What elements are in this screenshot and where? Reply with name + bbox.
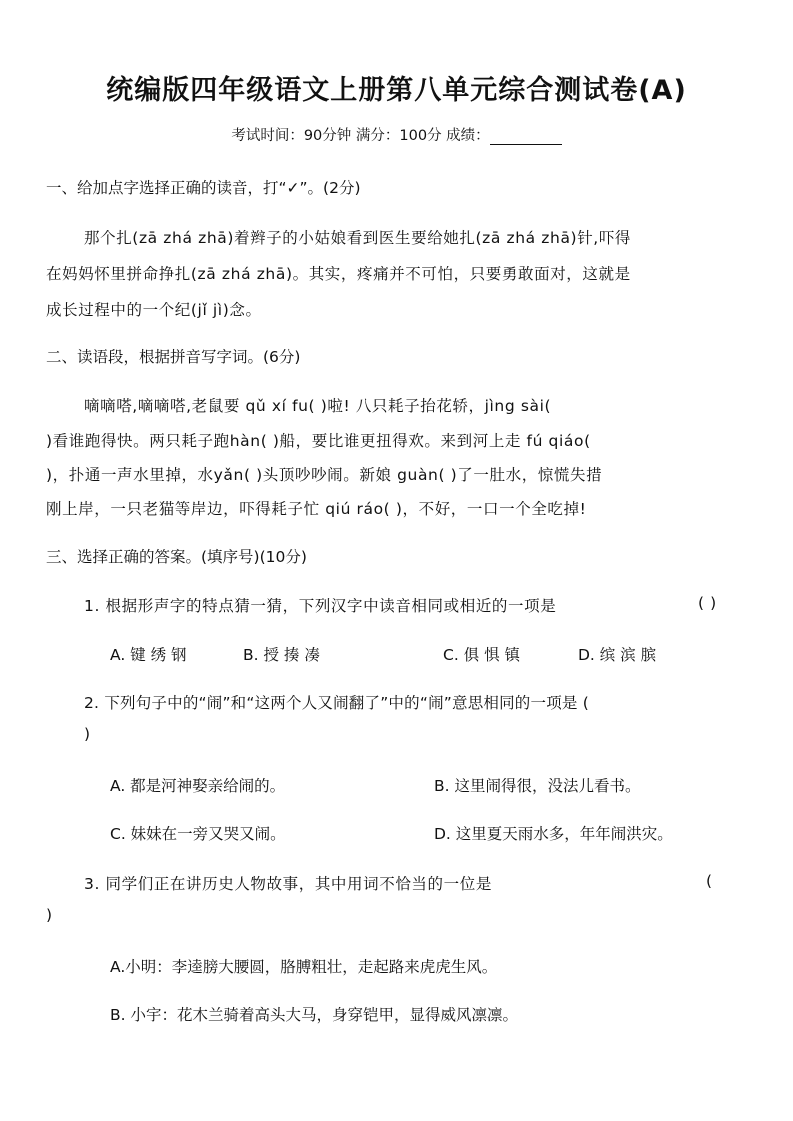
q1-option-a: A. 键 绣 钢 (110, 646, 187, 664)
q2-option-c: C. 妹妹在一旁又哭又闹。 (110, 825, 286, 843)
section1-line: 在妈妈怀里拼命挣扎(zā zhá zhā)。其实，疼痛并不可怕，只要勇敢面对，这就是 (46, 265, 631, 283)
q3-stem-cont: ) (46, 906, 53, 924)
exam-info-text: 考试时间：90分钟 满分：100分 成绩： (231, 128, 490, 144)
q1-answer-paren[interactable]: ( ) (698, 594, 717, 612)
q3-answer-paren[interactable]: ( (706, 872, 713, 890)
q2-option-a: A. 都是河神娶亲给闹的。 (110, 777, 286, 795)
q3-stem: 3. 同学们正在讲历史人物故事，其中用词不恰当的一位是 (84, 875, 492, 893)
q1-option-d: D. 缤 滨 膑 (578, 646, 657, 664)
q1-option-c: C. 俱 惧 镇 (443, 646, 521, 664)
section2-line: )看谁跑得快。两只耗子跑hàn( )船，要比谁更扭得欢。来到河上走 fú qiáo( (46, 432, 591, 450)
section2-heading: 二、读语段，根据拼音写字词。(6分) (46, 348, 301, 366)
page-title: 统编版四年级语文上册第八单元综合测试卷(A) (106, 75, 687, 106)
q1-option-b: B. 授 揍 凑 (243, 646, 320, 664)
score-blank[interactable] (490, 130, 562, 145)
section2-line: 嘀嘀嗒,嘀嘀嗒,老鼠要 qǔ xí fu( )啦! 八只耗子抬花轿，jìng sài( (84, 397, 552, 415)
section2-line: 刚上岸，一只老猫等岸边，吓得耗子忙 qiú ráo( )，不好，一口一个全吃掉! (46, 500, 587, 518)
q1-stem: 1. 根据形声字的特点猜一猜，下列汉字中读音相同或相近的一项是 (84, 597, 557, 615)
q3-option-a: A.小明：李逵膀大腰圆，胳膊粗壮，走起路来虎虎生风。 (110, 958, 498, 976)
section1-heading: 一、给加点字选择正确的读音，打“✓”。(2分) (46, 179, 361, 197)
section1-line: 那个扎(zā zhá zhā)着辫子的小姑娘看到医生要给她扎(zā zhá zhā)针,吓得 (84, 229, 632, 247)
section1-line: 成长过程中的一个纪(jǐ jì)念。 (46, 301, 262, 319)
q2-stem-cont: ) (84, 725, 91, 743)
section2-line: )，扑通一声水里掉，水yǎn( )头顶吵吵闹。新娘 guàn( )了一肚水，惊慌失措 (46, 466, 603, 484)
exam-info (0, 124, 793, 145)
q3-option-b: B. 小宇：花木兰骑着高头大马，身穿铠甲，显得威风凛凛。 (110, 1006, 518, 1024)
q2-option-b: B. 这里闹得很，没法儿看书。 (434, 777, 641, 795)
q2-stem: 2. 下列句子中的“闹”和“这两个人又闹翻了”中的“闹”意思相同的一项是 ( (84, 694, 589, 712)
section3-heading: 三、选择正确的答案。(填序号)(10分) (46, 548, 307, 566)
q2-option-d: D. 这里夏天雨水多，年年闹洪灾。 (434, 825, 673, 843)
